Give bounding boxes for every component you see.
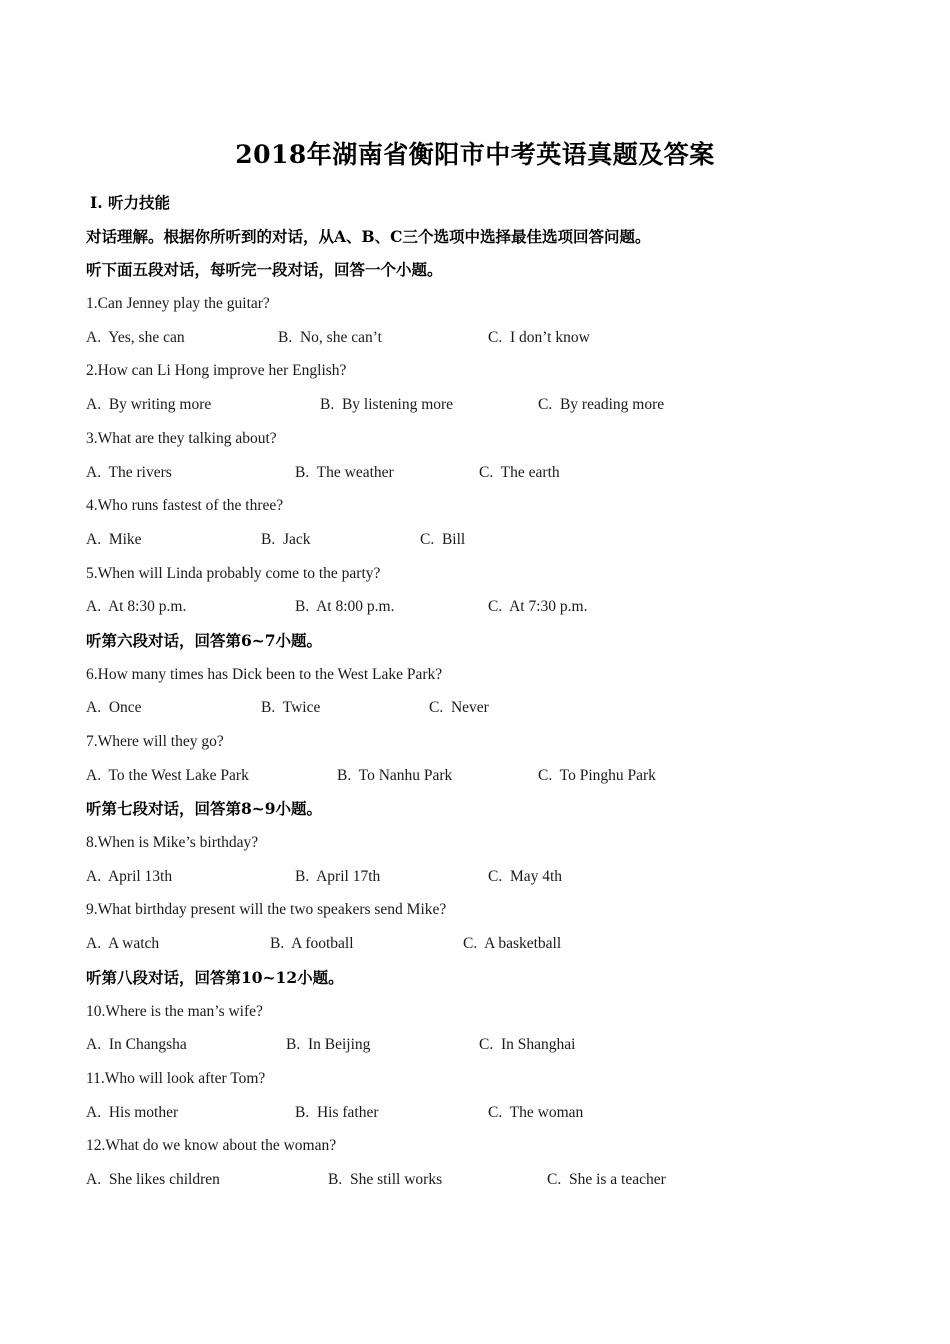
option-c: C. The woman [488, 1103, 584, 1121]
option-c: C. Never [429, 699, 489, 717]
page-title: 2018年湖南省衡阳市中考英语真题及答案 [235, 140, 715, 169]
option-c: C. By reading more [538, 396, 665, 414]
options-9 [86, 927, 886, 961]
option-b: B. No, she can’t [278, 328, 382, 346]
instruction-dialogue: 对话理解。根据你所听到的对话，从A、B、C三个选项中选择最佳选项回答问题。 [86, 226, 651, 246]
options-11 [86, 1096, 886, 1130]
question-1: 1.Can Jenney play the guitar? [86, 295, 270, 313]
question-3: 3.What are they talking about? [86, 429, 277, 447]
option-b: B. To Nanhu Park [337, 766, 453, 784]
option-c: C. A basketball [463, 935, 562, 953]
instruction-group-1: 听下面五段对话，每听完一段对话，回答一个小题。 [86, 260, 443, 280]
option-a: A. To the West Lake Park [86, 766, 249, 784]
options-4 [86, 523, 886, 557]
question-4: 4.Who runs fastest of the three? [86, 497, 284, 515]
option-c: C. Bill [420, 530, 466, 548]
option-a: A. At 8:30 p.m. [86, 598, 187, 616]
option-c: C. She is a teacher [547, 1170, 666, 1188]
option-a: A. She likes children [86, 1170, 220, 1188]
option-c: C. The earth [479, 463, 560, 481]
option-b: B. The weather [295, 463, 394, 481]
option-b: B. Jack [261, 530, 311, 548]
option-b: B. Twice [261, 699, 321, 717]
option-c: C. To Pinghu Park [538, 766, 656, 784]
option-a: A. A watch [86, 935, 160, 953]
options-6 [86, 691, 886, 725]
options-3 [86, 456, 886, 490]
question-8: 8.When is Mike’s birthday? [86, 834, 259, 852]
option-b: B. His father [295, 1103, 379, 1121]
option-b: B. At 8:00 p.m. [295, 598, 395, 616]
option-a: A. Once [86, 699, 142, 717]
instruction-group-3: 听第七段对话，回答第8~9小题。 [86, 799, 323, 819]
option-b: B. April 17th [295, 867, 381, 885]
question-2: 2.How can Li Hong improve her English? [86, 362, 347, 380]
question-11: 11.Who will look after Tom? [86, 1069, 266, 1087]
options-10 [86, 1028, 886, 1062]
options-1 [86, 321, 886, 355]
option-b: B. In Beijing [286, 1036, 371, 1054]
option-a: A. His mother [86, 1103, 179, 1121]
instruction-group-4: 听第八段对话，回答第10~12小题。 [86, 967, 344, 987]
question-7: 7.Where will they go? [86, 733, 224, 750]
option-b: B. By listening more [320, 396, 454, 414]
options-7 [86, 759, 886, 793]
options-5 [86, 590, 886, 624]
section-heading: Ⅰ. 听力技能 [90, 193, 171, 212]
option-c: C. At 7:30 p.m. [488, 598, 588, 616]
option-b: B. A football [270, 935, 354, 953]
option-a: A. Yes, she can [86, 328, 185, 346]
option-a: A. Mike [86, 530, 142, 548]
question-6: 6.How many times has Dick been to the West Lake Park? [86, 665, 443, 683]
exam-content [86, 186, 886, 1197]
option-c: C. In Shanghai [479, 1036, 576, 1054]
option-a: A. In Changsha [86, 1036, 187, 1054]
question-10: 10.Where is the man’s wife? [86, 1002, 263, 1020]
option-c: C. I don’t know [488, 328, 590, 346]
instruction-group-2: 听第六段对话，回答第6~7小题。 [86, 630, 323, 650]
question-5: 5.When will Linda probably come to the party? [86, 564, 381, 582]
option-c: C. May 4th [488, 867, 563, 885]
options-2 [86, 388, 886, 422]
option-b: B. She still works [328, 1170, 443, 1188]
question-12: 12.What do we know about the woman? [86, 1137, 337, 1155]
option-a: A. The rivers [86, 463, 172, 481]
option-a: A. April 13th [86, 867, 173, 885]
options-8 [86, 860, 886, 894]
options-12 [86, 1163, 886, 1197]
option-a: A. By writing more [86, 396, 212, 414]
question-9: 9.What birthday present will the two speakers send Mike? [86, 901, 447, 919]
